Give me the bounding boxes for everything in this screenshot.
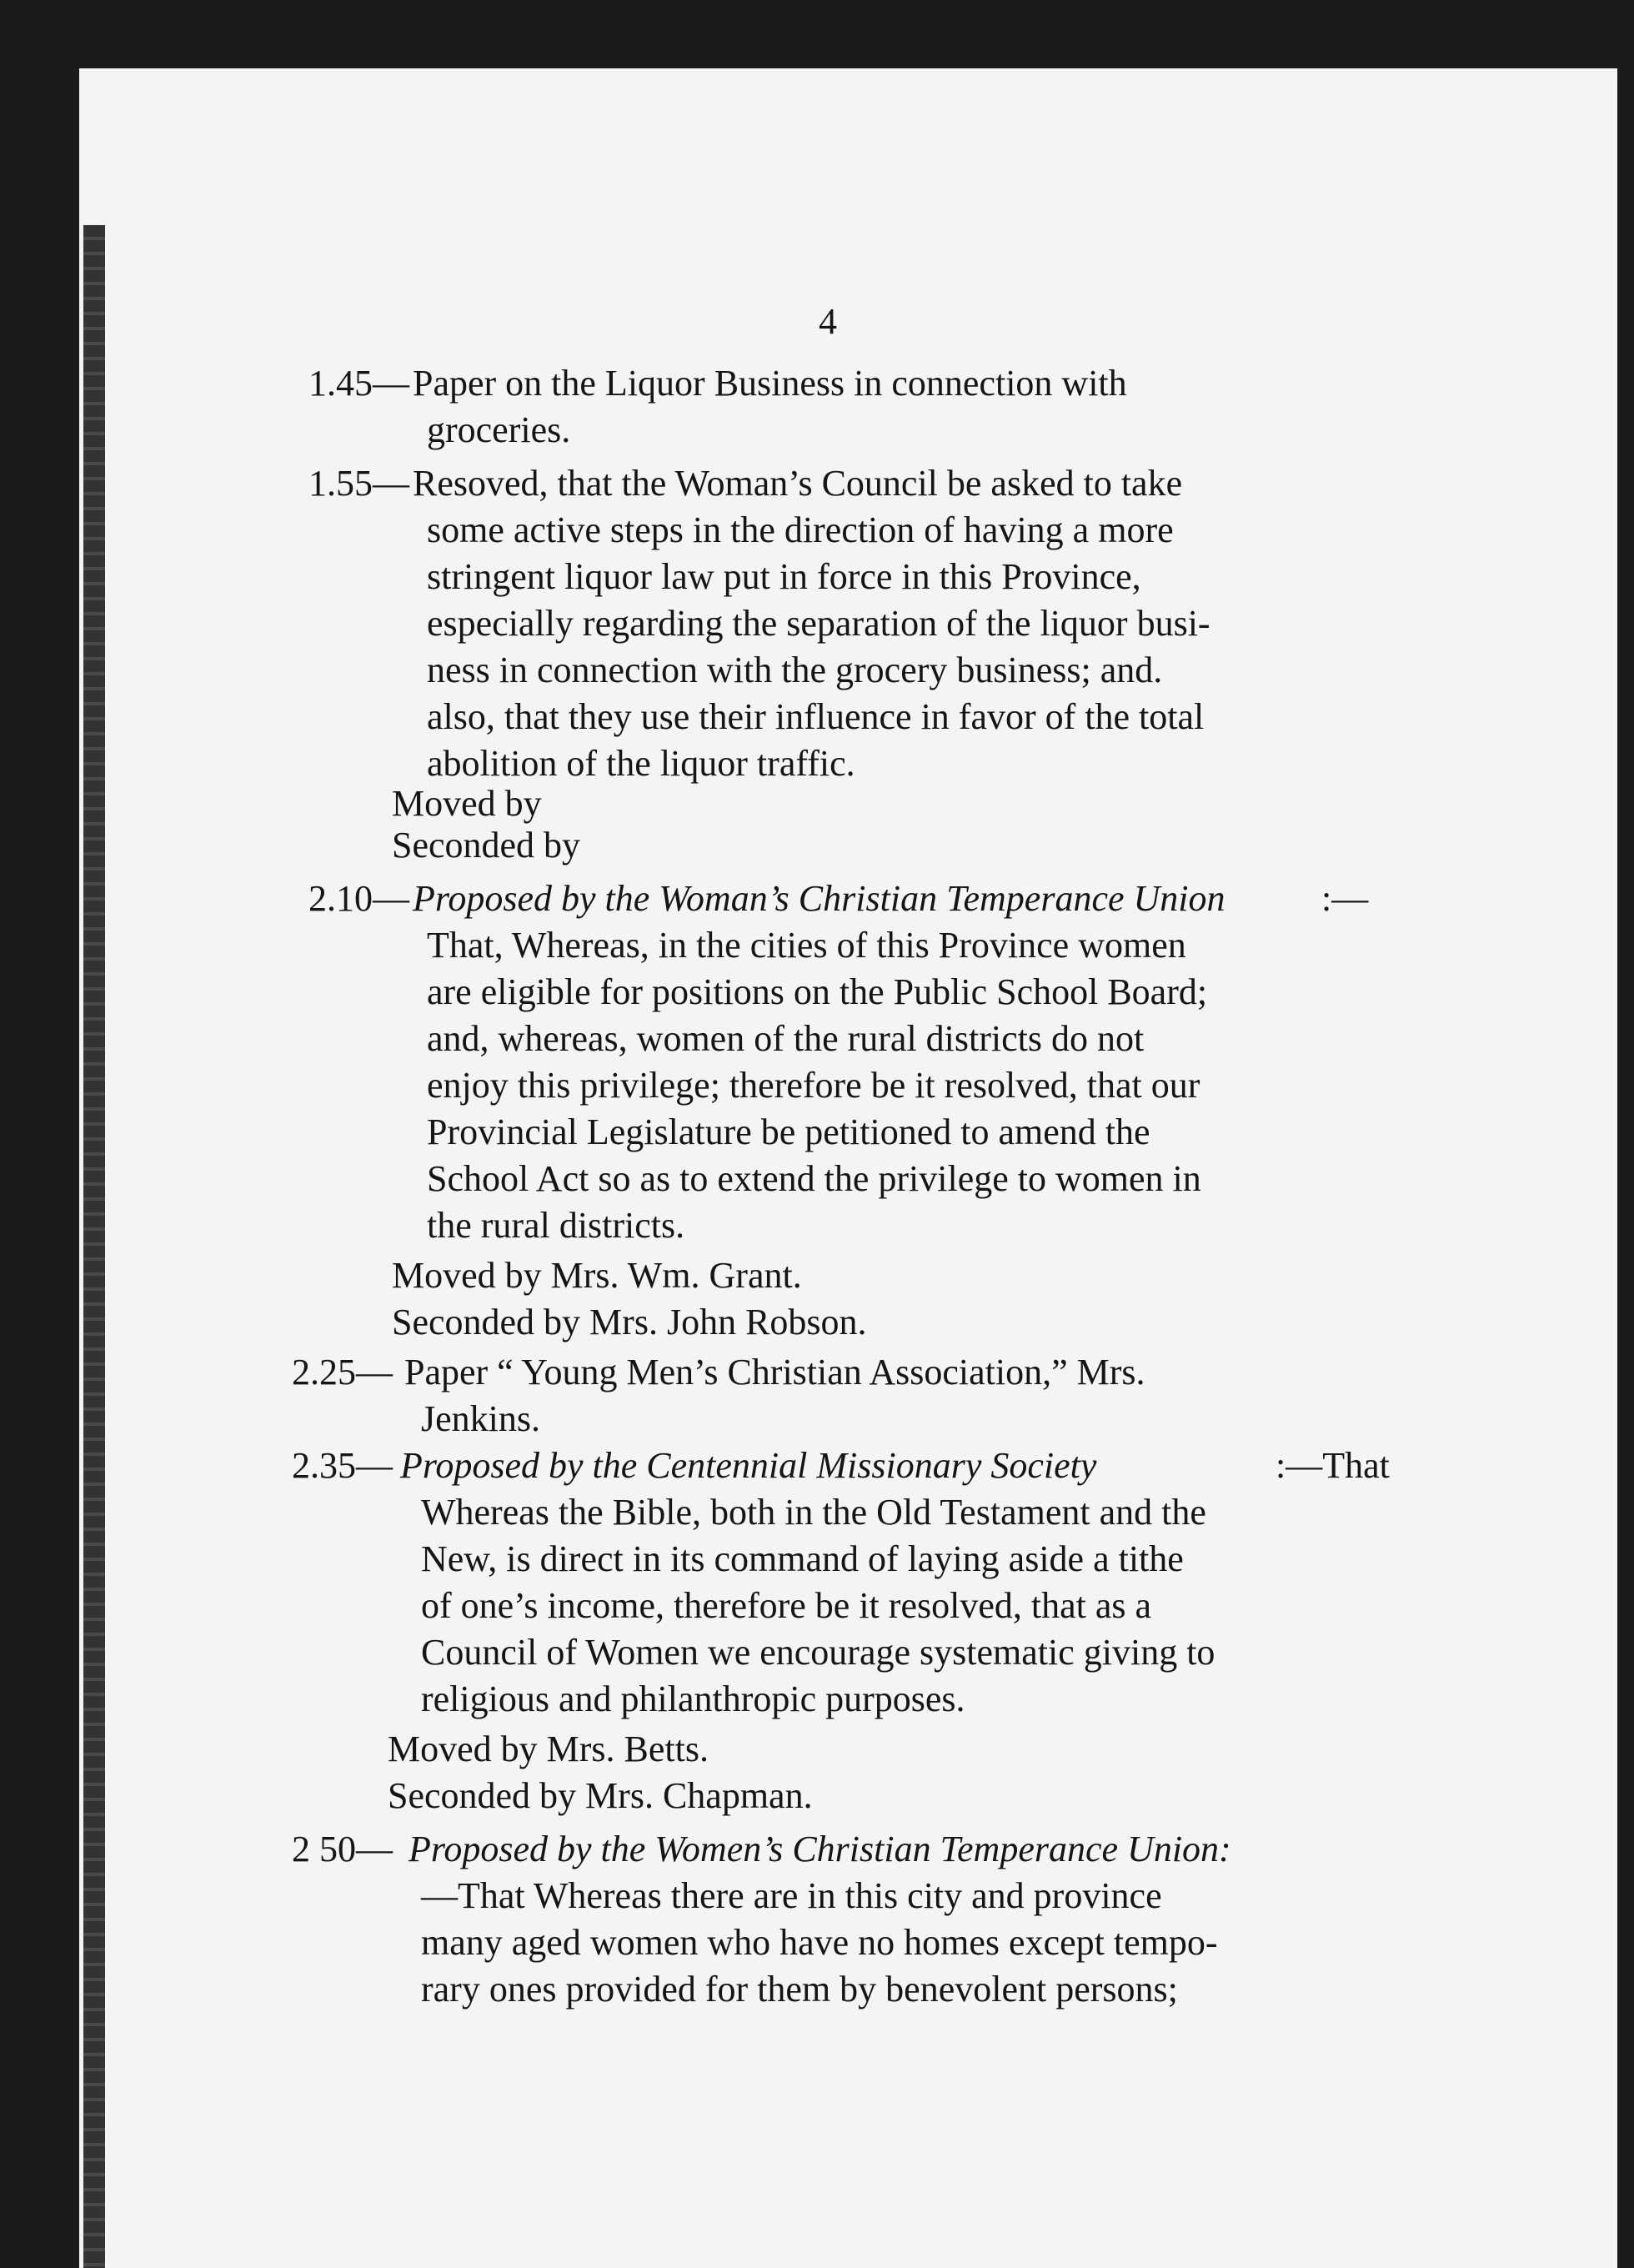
entry-line: That, Whereas, in the cities of this Province women (427, 925, 1186, 966)
entry-time: 2.35— (292, 1445, 393, 1486)
entry-line: abolition of the liquor traffic. (427, 743, 855, 784)
entry-line: some active steps in the direction of having a more (427, 509, 1174, 550)
entry-line: are eligible for positions on the Public School Board; (427, 971, 1208, 1012)
entry-time: 2.10— (308, 878, 409, 919)
entry-line: New, is direct in its command of laying aside a tithe (421, 1538, 1184, 1579)
entry-line: rary ones provided for them by benevolent persons; (421, 1969, 1178, 2010)
entry-time: 2.25— (292, 1352, 393, 1392)
entry-line: ness in connection with the grocery business; and. (427, 650, 1163, 690)
entry-time: 1.45— (308, 363, 409, 404)
entry-line: :—That (1276, 1445, 1390, 1486)
entry-line: —That Whereas there are in this city and province (421, 1875, 1162, 1916)
seconded-by: Seconded by Mrs. John Robson. (392, 1302, 867, 1342)
entry-line: many aged women who have no homes except tempo- (421, 1922, 1218, 1963)
proposer: Proposed by the Women’s Christian Temperance Union: (408, 1829, 1231, 1869)
moved-by: Moved by Mrs. Wm. Grant. (392, 1255, 802, 1296)
entry-line: Paper “ Young Men’s Christian Association,” Mrs. (404, 1352, 1145, 1392)
moved-by: Moved by Mrs. Betts. (388, 1729, 709, 1769)
entry-line: of one’s income, therefore be it resolved, that as a (421, 1585, 1152, 1626)
entry-line: Paper on the Liquor Business in connection with (413, 363, 1127, 404)
entry-line: Resoved, that the Woman’s Council be asked to take (413, 463, 1183, 504)
entry-line: Provincial Legislature be petitioned to amend the (427, 1111, 1150, 1152)
entry-line: religious and philanthropic purposes. (421, 1678, 965, 1719)
entry-line: Council of Women we encourage systematic giving to (421, 1632, 1215, 1673)
entry-line: School Act so as to extend the privilege to women in (427, 1158, 1201, 1199)
page-number: 4 (819, 301, 837, 342)
entry-time: 1.55— (308, 463, 409, 504)
seconded-by: Seconded by (392, 825, 581, 866)
entry-line: groceries. (427, 409, 571, 450)
entry-line: Whereas the Bible, both in the Old Testament and the (421, 1492, 1206, 1533)
proposer: Proposed by the Woman’s Christian Temperance Union (413, 878, 1226, 919)
entry-line: stringent liquor law put in force in this Province, (427, 556, 1141, 597)
entry-line: the rural districts. (427, 1205, 685, 1246)
entry-line: Jenkins. (421, 1398, 540, 1439)
entry-line: especially regarding the separation of the liquor busi- (427, 603, 1210, 644)
moved-by: Moved by (392, 783, 542, 824)
proposer: Proposed by the Centennial Missionary Society (400, 1445, 1097, 1486)
entry-line: :— (1321, 878, 1369, 919)
entry-line: also, that they use their influence in favor of the total (427, 696, 1205, 737)
seconded-by: Seconded by Mrs. Chapman. (388, 1775, 813, 1816)
entry-line: enjoy this privilege; therefore be it resolved, that our (427, 1065, 1200, 1106)
entry-time: 2 50— (292, 1829, 393, 1869)
entry-line: and, whereas, women of the rural districts do not (427, 1018, 1145, 1059)
